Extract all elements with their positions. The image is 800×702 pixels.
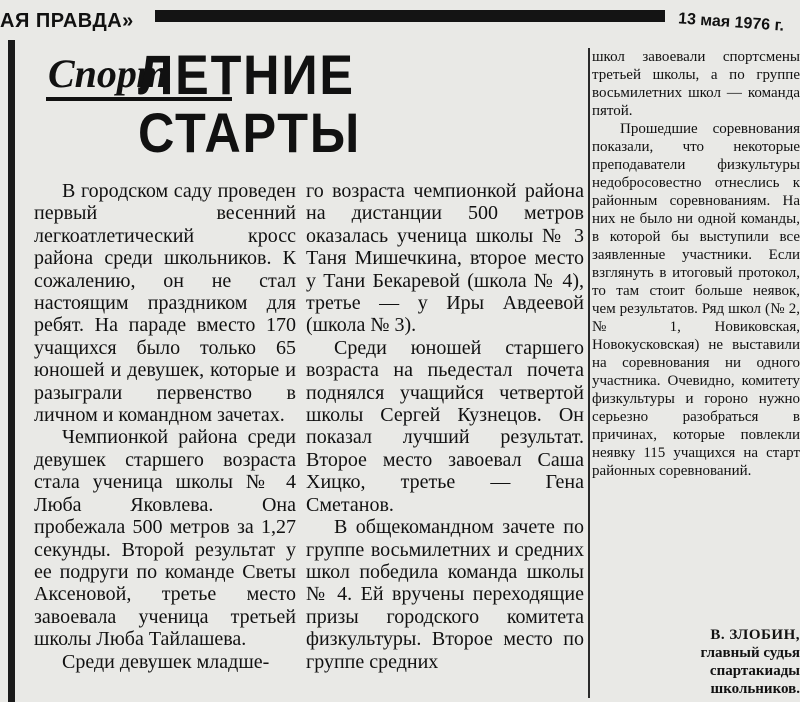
article-column-1	[34, 180, 296, 673]
masthead-title: АЯ ПРАВДА»	[0, 10, 134, 32]
column-divider	[588, 48, 590, 698]
paragraph: го возраста чемпионкой района на дистанции 500 метров оказалась ученица школы № 3 Таня Мишечкина, второе место у Тани Бекаревой (школа № 4), третье — у Иры Авдеевой (школа № 3).	[306, 180, 584, 337]
paragraph: В городском саду проведен первый весенний легкоатлетический кросс района среди школьников. К сожалению, он не стал настоящим праздником для ребят. На параде вместо 170 учащихся было только 65 юношей и девушек, которые и разыграли первенство в личном и командном зачетах.	[34, 180, 296, 427]
author-signature	[640, 626, 800, 698]
article-column-3	[592, 48, 800, 646]
paragraph: Прошедшие соревнования показали, что некоторые преподаватели физкультуры недобросовестно отнеслись к районным соревнованиям. На них не было ни одной команды, в которой бы выступили все заявленные участники. Если взглянуть в итоговый протокол, то там стоит больше неявок, чем результатов. Ряд школ (№ 2, № 1, Новиковская, Новокусковская) не выставили на соревнования ни одного участника. Очевидно, комитету физкультуры и гороно нужно серьезно разобраться в причинах, которые повлекли неявку 115 учащихся на старт районных соревнований.	[592, 121, 800, 479]
paragraph: Среди юношей старшего возраста на пьедестал почета поднялся учащийся четвертой школы Сергей Кузнецов. Он показал лучший результат. Второе место завоевал Саша Хицко, третье — Гена Сметанов.	[306, 336, 584, 516]
author-name: В. ЗЛОБИН,	[710, 627, 800, 643]
paragraph: В общекомандном зачете по группе восьмилетних и средних школ победила команда школы № 4. Ей вручены переходящие призы городского комитета физкультуры. Второе место по группе средних	[306, 516, 584, 673]
article-headline: ЛЕТНИЕ СТАРТЫ	[138, 43, 362, 164]
paragraph: Чемпионкой района среди девушек старшего возраста стала ученица школы № 4 Люба Яковлева. Она пробежала 500 метров за 1,27 секунды. Второй результат у ее подруги по команде Светы Аксеновой, третье место завоевала ученица третьей школы Люба Тайлашева.	[34, 426, 296, 651]
left-border-bar	[8, 40, 15, 702]
article-column-2	[306, 180, 584, 673]
rubric-label: Спорт	[48, 51, 168, 96]
masthead-rule	[155, 10, 665, 22]
issue-date: 13 мая 1976 г.	[677, 10, 785, 35]
paragraph: школ завоевали спортсмены третьей школы, а по группе восьмилетних школ — команда пятой.	[592, 49, 800, 119]
paragraph: Среди девушек младше-	[62, 650, 270, 673]
author-title: главный судья спартакиады школьников.	[700, 645, 800, 697]
